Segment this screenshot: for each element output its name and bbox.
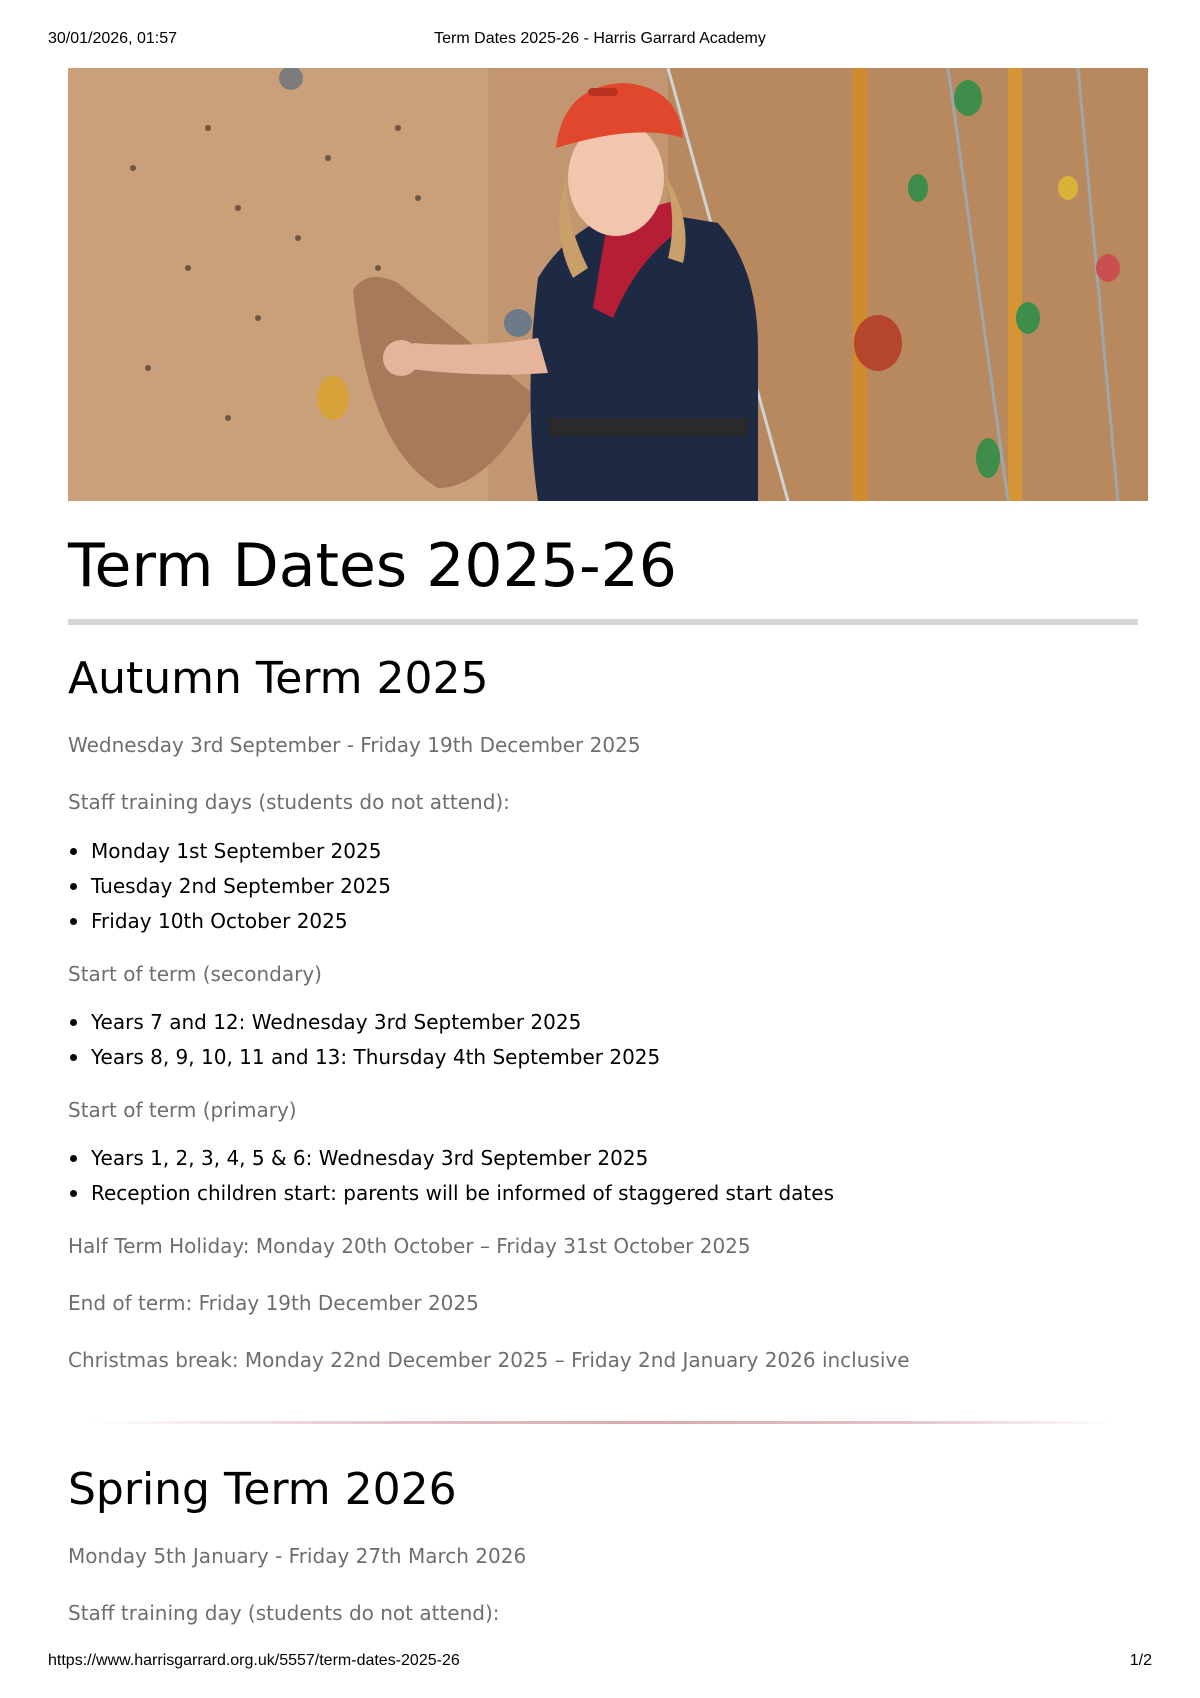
- print-page-title: Term Dates 2025-26 - Harris Garrard Academy: [434, 30, 766, 47]
- climbing-wall-photo-icon: [68, 68, 1148, 501]
- spring-term-dates: Monday 5th January - Friday 27th March 2026: [68, 1544, 527, 1568]
- print-url: https://www.harrisgarrard.org.uk/5557/term-dates-2025-26: [48, 1652, 460, 1669]
- print-page-number: 1/2: [1129, 1652, 1152, 1669]
- list-item: Friday 10th October 2025: [68, 904, 391, 939]
- bullet-icon: [70, 848, 77, 855]
- autumn-staff-training-label: Staff training days (students do not attend):: [68, 790, 510, 814]
- christmas-break: Christmas break: Monday 22nd December 2025 – Friday 2nd January 2026 inclusive: [68, 1348, 910, 1372]
- bullet-icon: [70, 1019, 77, 1026]
- hero-banner-image: [68, 68, 1148, 501]
- bullet-icon: [70, 918, 77, 925]
- page-title: Term Dates 2025-26: [68, 531, 677, 601]
- end-of-term: End of term: Friday 19th December 2025: [68, 1291, 479, 1315]
- autumn-term-heading: Autumn Term 2025: [68, 653, 489, 704]
- bullet-icon: [70, 1054, 77, 1061]
- spring-staff-training-label: Staff training day (students do not attend):: [68, 1601, 500, 1625]
- list-item: Monday 1st September 2025: [68, 834, 391, 869]
- bullet-icon: [70, 883, 77, 890]
- autumn-staff-training-list: [68, 834, 391, 939]
- autumn-term-dates: Wednesday 3rd September - Friday 19th December 2025: [68, 733, 641, 757]
- primary-start-list: [68, 1141, 834, 1211]
- spring-term-heading: Spring Term 2026: [68, 1464, 457, 1515]
- bullet-icon: [70, 1190, 77, 1197]
- print-datetime: 30/01/2026, 01:57: [48, 30, 178, 47]
- list-item: Years 8, 9, 10, 11 and 13: Thursday 4th September 2025: [68, 1040, 660, 1075]
- list-item: Years 1, 2, 3, 4, 5 & 6: Wednesday 3rd September 2025: [68, 1141, 834, 1176]
- section-divider: [90, 1421, 1110, 1424]
- print-header: [0, 30, 1200, 52]
- secondary-start-list: [68, 1005, 660, 1075]
- bullet-icon: [70, 1155, 77, 1162]
- list-item: Reception children start: parents will be informed of staggered start dates: [68, 1176, 834, 1211]
- print-footer: [0, 1652, 1200, 1674]
- list-item: Years 7 and 12: Wednesday 3rd September 2025: [68, 1005, 660, 1040]
- half-term-holiday: Half Term Holiday: Monday 20th October – Friday 31st October 2025: [68, 1234, 751, 1258]
- list-item: Tuesday 2nd September 2025: [68, 869, 391, 904]
- start-of-term-secondary-label: Start of term (secondary): [68, 962, 322, 986]
- title-divider: [68, 619, 1138, 625]
- start-of-term-primary-label: Start of term (primary): [68, 1098, 297, 1122]
